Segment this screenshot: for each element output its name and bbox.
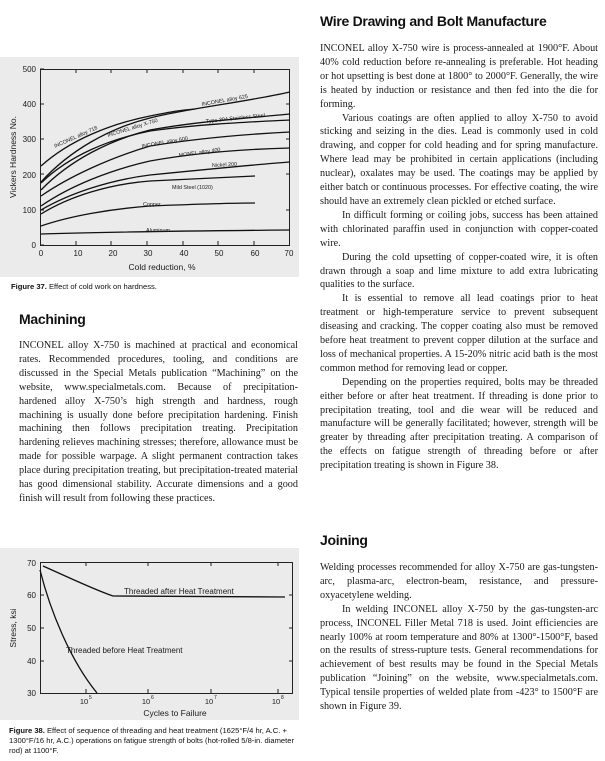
caption-text: Effect of cold work on hardness. xyxy=(46,282,157,291)
x-tick: 30 xyxy=(143,249,153,258)
x-tick-exponent: 8 xyxy=(281,695,284,701)
label-inconel-718: INCONEL alloy 718 xyxy=(53,125,99,150)
y-axis-label: Stress, ksi xyxy=(8,608,18,648)
paragraph: INCONEL alloy X-750 is machined at practical and economical rates. Recommended procedures, tooling, and conditions are discussed in the Special Metals publication “Machining” on the website, www.specialmetals.com. Because of precipitation-hardened alloy X-750’s high strength and hardness, rough machining is usually done before precipitation hardening. Finish machining then follows precipitation treating. Precipitation hardening relieves machining stresses; therefore, allowance must be made for possible warpage. A slight permanent contraction takes place during precipitation treating, but precipitation-treated material has good dimensional stability. Accurate dimensions and a good finish will result from following these practices. xyxy=(19,340,298,504)
x-tick-exponent: 5 xyxy=(89,695,92,701)
x-tick: 10 xyxy=(271,697,281,706)
y-tick: 300 xyxy=(22,135,36,144)
curve-threaded-before xyxy=(40,570,97,693)
figure-38-caption xyxy=(9,726,301,756)
paragraph: In difficult forming or coiling jobs, success has been attained with chlorinated paraffin used in conjunction with copper-coated wire. xyxy=(320,209,598,249)
caption-label: Figure 38. xyxy=(9,726,45,735)
label-inconel-600: INCONEL alloy 600 xyxy=(141,135,189,150)
paragraph: During the cold upsetting of copper-coated wire, it is often drawn through a soap and lime mixture to add extra lubricating qualities to the surface. xyxy=(320,251,598,291)
label-inconel-625: INCONEL alloy 625 xyxy=(201,93,249,108)
y-tick: 100 xyxy=(22,206,36,215)
heading-wire-drawing: Wire Drawing and Bolt Manufacture xyxy=(320,13,547,29)
y-tick: 30 xyxy=(27,689,36,698)
y-tick: 400 xyxy=(22,100,36,109)
y-tick: 50 xyxy=(27,624,36,633)
label-inconel-x750: INCONEL alloy X-750 xyxy=(106,117,159,139)
figure-38-chart xyxy=(0,0,300,761)
caption-text: Effect of sequence of threading and heat treatment (1625°F/4 hr, A.C. + 1300°F/16 hr, A.C.) operations on fatigue strength of bolts (hot-rolled 5/8-in. diameter rod) at 1100°F. xyxy=(9,726,295,755)
x-tick: 10 xyxy=(141,697,151,706)
paragraph: Welding processes recommended for alloy X-750 are gas-tungsten-arc, plasma-arc, electron-beam, resistance, and pressure-oxyacetylene welding. xyxy=(320,562,598,601)
x-tick: 10 xyxy=(73,249,83,258)
y-tick: 500 xyxy=(22,65,36,74)
label-monel-400: MONEL alloy 400 xyxy=(178,147,221,159)
paragraph: In welding INCONEL alloy X-750 by the gas-tungsten-arc process, INCONEL Filler Metal 718 is used. Joint efficiencies are nearly 100% at room temperature and 80% at 1300°-1500°F, based on the results of stress-rupture tests. General recommendations for achievement of best results may be found in the Special Metals publication “Joining” on the website, www.specialmetals.com. Typical tensile properties of welded plate from -423° to 1500°F are shown in Figure 39. xyxy=(320,603,598,713)
x-tick: 60 xyxy=(250,249,260,258)
label-nickel-200: Nickel 200 xyxy=(211,161,238,169)
x-tick: 70 xyxy=(284,249,294,258)
label-aluminum: Aluminum xyxy=(146,228,170,234)
x-tick: 10 xyxy=(204,697,214,706)
y-tick: 40 xyxy=(27,657,36,666)
label-mild-steel: Mild Steel (1020) xyxy=(172,185,213,191)
wire-drawing-body xyxy=(320,42,598,473)
x-tick: 40 xyxy=(179,249,189,258)
caption-label: Figure 37. xyxy=(11,282,47,291)
x-tick-exponent: 6 xyxy=(151,695,154,701)
paragraph: Depending on the properties required, bolts may be threaded either before or after heat treatment. If threading is done prior to precipitation treating, tool and die wear will be reduced and manufacture will be generally facilitated; however, strength will be greater by threading after precipitation treating. A comparison of the effects on fatigue strength of threading before or after precipitation treating is shown in Figure 38. xyxy=(320,376,598,472)
x-tick-exponent: 7 xyxy=(214,695,217,701)
heading-joining: Joining xyxy=(320,532,368,548)
paragraph: It is essential to remove all lead coatings prior to heat treatment or high-temperature service to prevent subsequent diseasing and cracking. The copper coating also must be removed before heat treatment to prevent copper dilution at the surface and loss of mechanical properties. A 15-20% nitric acid bath is the most common method for removing lead or copper. xyxy=(320,293,598,374)
x-tick: 50 xyxy=(214,249,224,258)
label-copper: Copper xyxy=(143,202,161,208)
x-axis-label: Cold reduction, % xyxy=(128,262,196,272)
heading-machining: Machining xyxy=(19,311,86,327)
y-tick: 0 xyxy=(31,241,36,250)
joining-body xyxy=(320,561,598,714)
x-axis-label: Cycles to Failure xyxy=(143,708,207,718)
label-threaded-after: Threaded after Heat Treatment xyxy=(124,587,234,596)
y-axis-label: Vickers Hardness No. xyxy=(8,115,18,199)
label-threaded-before: Threaded before Heat Treatment xyxy=(66,646,183,655)
y-tick: 70 xyxy=(27,559,36,568)
x-tick: 0 xyxy=(38,249,44,258)
x-tick: 10 xyxy=(79,697,89,706)
x-tick: 20 xyxy=(108,249,118,258)
y-tick: 200 xyxy=(22,171,36,180)
label-ss304: Type 304 Stainless Steel xyxy=(205,112,266,125)
y-tick: 60 xyxy=(27,591,36,600)
paragraph: Various coatings are often applied to alloy X-750 to avoid sticking and seizing in the dies. Lead is commonly used in cold drawing, and copper for cold heading and for spring manufacture. Where lead may be prohibited in certain applications (including nuclear), oxalates may be used. The coatings may be applied by either batch or continuous processes. For effective coating, the wire should have an extremely clean pickled or etched surface. xyxy=(320,112,598,207)
paragraph: INCONEL alloy X-750 wire is process-annealed at 1900°F. About 40% cold reduction before re-annealing is preferable. Hot heading or hot upsetting is best done at 1800° to 2000°F. Generally, the wire is heated by induction or resistance and then fed into the die for forming. xyxy=(320,43,598,110)
